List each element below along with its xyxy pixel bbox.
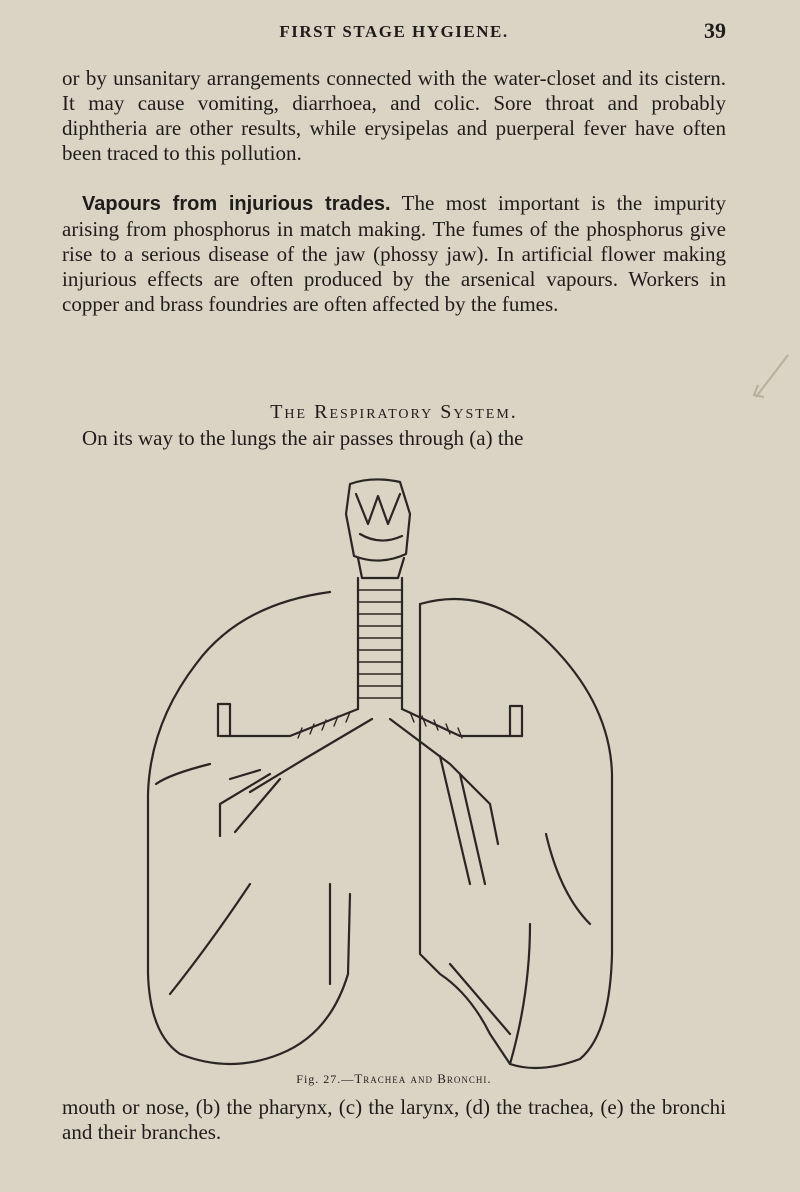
caption-title: Trachea and Bronchi. <box>354 1071 492 1086</box>
pencil-mark <box>752 345 792 405</box>
trachea-bronchi-illustration <box>110 474 650 1074</box>
running-title: FIRST STAGE HYGIENE. <box>279 22 509 41</box>
paragraph-2-body <box>62 191 726 317</box>
right-lung-outline <box>420 599 612 1068</box>
paragraph-2-text: The most important is the impurity arising from phosphorus in match making. The fumes of the phosphorus give rise to a serious disease of the jaw (phossy jaw). In artificial flower making injurious effects are often produced by the arsenical vapours. Workers in copper and brass foundries are often affected by the fumes. <box>62 191 726 316</box>
right-bronchus-drawing <box>390 706 522 884</box>
run-in-heading: Vapours from injurious trades. <box>82 193 391 215</box>
left-lung-outline <box>148 592 350 1064</box>
paragraph-1-text: or by unsanitary arrangements connected with the water-closet and its cistern. It may cause vomiting, diarrhoea, and colic. Sore throat and probably diphtheria are other results, while erysipelas and puerperal fever have often been traced to this pollution. <box>62 66 726 165</box>
paragraph-2 <box>62 191 726 317</box>
page-number: 39 <box>704 18 726 43</box>
left-lung-fissure <box>156 764 330 994</box>
larynx-drawing <box>346 479 410 578</box>
paragraph-1 <box>62 66 726 166</box>
trachea-drawing <box>358 578 402 709</box>
paragraph-3-text: On its way to the lungs the air passes through (a) the <box>82 426 524 450</box>
figure-caption <box>62 1071 726 1087</box>
paragraph-3 <box>62 426 726 451</box>
section-heading: The Respiratory System. <box>270 401 518 423</box>
page-header <box>62 18 726 48</box>
paragraph-4 <box>62 1095 726 1145</box>
right-lung-fissure <box>450 834 590 1064</box>
paragraph-4-text: mouth or nose, (b) the pharynx, (c) the larynx, (d) the trachea, (e) the bronchi and their branches. <box>62 1095 726 1144</box>
caption-label: Fig. 27.— <box>296 1072 355 1086</box>
lungs-drawing <box>110 474 650 1074</box>
left-bronchus-drawing <box>218 704 372 836</box>
